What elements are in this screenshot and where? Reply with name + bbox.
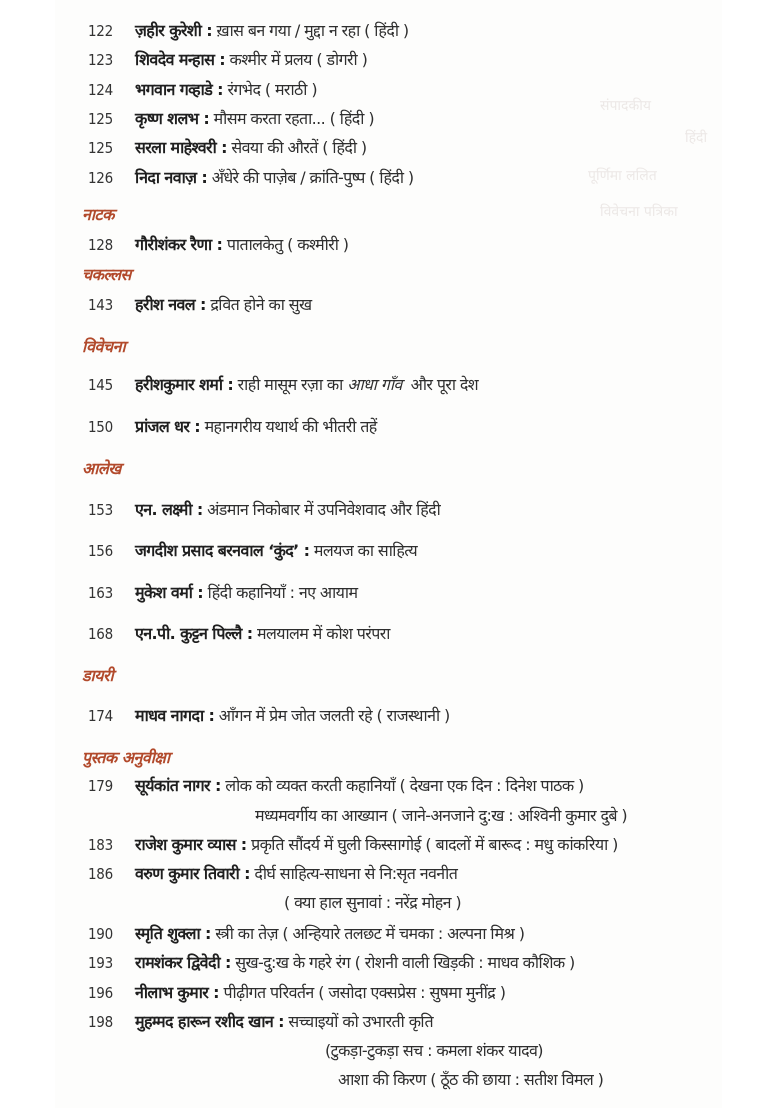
toc-entry-continuation: आशा की किरण ( ठूँठ की छाया : सतीश विमल ) (338, 1070, 604, 1089)
author: हरीशकुमार शर्मा : (135, 375, 234, 394)
title: महानगरीय यथार्थ की भीतरी तहें (200, 417, 377, 436)
title: पातालकेतु ( कश्मीरी ) (222, 235, 349, 254)
title: प्रकृति सौंदर्य में घुली किस्सागोई ( बादलों में बारूद : मधु कांकरिया ) (246, 835, 618, 854)
page-number: 123 (88, 51, 113, 69)
page-number: 128 (88, 236, 113, 254)
author: एन. लक्ष्मी : (135, 500, 203, 519)
author: हरीश नवल : (135, 295, 206, 314)
page-number: 125 (88, 110, 113, 128)
title: मलयालम में कोश परंपरा (252, 624, 390, 643)
page-number: 145 (88, 376, 113, 394)
title: ख़ास बन गया / मुद्दा न रहा ( हिंदी ) (212, 21, 409, 40)
title: स्त्री का तेज़ ( अन्हियारे तलछट में चमका : अल्पना मिश्र ) (210, 924, 525, 943)
page-number: 156 (88, 542, 113, 560)
bleed-through-text: हिंदी (685, 130, 708, 146)
page-number: 193 (88, 954, 113, 972)
bleed-through-text: विवेचना पत्रिका (600, 204, 678, 220)
page-number: 186 (88, 865, 113, 883)
author: रामशंकर द्विवेदी : (135, 953, 231, 972)
bleed-through-text: संपादकीय (600, 98, 651, 114)
page-number: 198 (88, 1013, 113, 1031)
author: कृष्ण शलभ : (135, 109, 210, 128)
title-italic-book-name: आधा गाँव (347, 375, 402, 394)
author: माधव नागदा : (135, 706, 215, 725)
author: मुकेश वर्मा : (135, 583, 204, 602)
page-number: 122 (88, 22, 113, 40)
title: सेवया की औरतें ( हिंदी ) (226, 138, 367, 157)
page-number: 183 (88, 836, 113, 854)
section-heading-natak: नाटक (82, 205, 114, 224)
title: हिंदी कहानियाँ : नए आयाम (203, 583, 358, 602)
author: एन.पी. कुट्टन पिल्लै : (135, 624, 253, 643)
page-number: 150 (88, 418, 113, 436)
section-heading-pustak-anuviksha: पुस्तक अनुवीक्षा (82, 748, 170, 767)
section-heading-chakallas: चकल्लस (82, 265, 131, 284)
bleed-through-text: पूर्णिमा ललित (588, 168, 657, 184)
author: ज़हीर कुरेशी : (135, 21, 213, 40)
title: अँधेरे की पाज़ेब / क्रांति-पुष्प ( हिंदी ) (207, 168, 414, 187)
title: सच्चाइयों को उभारती कृति (283, 1012, 434, 1031)
author: स्मृति शुक्ला : (135, 924, 211, 943)
title: पीढ़ीगत परिवर्तन ( जसोदा एक्सप्रेस : सुषमा मुनींद्र ) (218, 983, 506, 1002)
title: द्रवित होने का सुख (205, 295, 312, 314)
author: सरला माहेश्वरी : (135, 138, 227, 157)
section-heading-vivechana: विवेचना (82, 337, 126, 356)
title: कश्मीर में प्रलय ( डोगरी ) (225, 50, 368, 69)
title: मौसम करता रहता... ( हिंदी ) (209, 109, 374, 128)
page-number: 126 (88, 169, 113, 187)
author: शिवदेव मन्हास : (135, 50, 226, 69)
title: लोक को व्यक्त करती कहानियाँ ( देखना एक दिन : दिनेश पाठक ) (220, 776, 584, 795)
page-number: 124 (88, 81, 113, 99)
author: वरुण कुमार तिवारी : (135, 864, 250, 883)
title: सुख-दु:ख के गहरे रंग ( रोशनी वाली खिड़की : माधव कौशिक ) (230, 953, 575, 972)
section-heading-diary: डायरी (82, 666, 114, 685)
page-number: 125 (88, 139, 113, 157)
page-number: 179 (88, 777, 113, 795)
author: निदा नवाज़ : (135, 168, 208, 187)
author: मुहम्मद हारून रशीद खान : (135, 1012, 284, 1031)
title: अंडमान निकोबार में उपनिवेशवाद और हिंदी (202, 500, 441, 519)
author: जगदीश प्रसाद बरनवाल ‘कुंद’ : (135, 541, 310, 560)
section-heading-alekh: आलेख (82, 459, 121, 478)
page-number: 163 (88, 584, 113, 602)
title: मलयज का साहित्य (309, 541, 418, 560)
author: भगवान गव्हाडे : (135, 80, 223, 99)
title: राही मासूम रज़ा का (233, 375, 348, 394)
page-number: 190 (88, 925, 113, 943)
author: नीलाभ कुमार : (135, 983, 219, 1002)
author: राजेश कुमार व्यास : (135, 835, 247, 854)
toc-entry-continuation: मध्यमवर्गीय का आख्यान ( जाने-अनजाने दु:ख : अश्विनी कुमार दुबे ) (255, 806, 628, 825)
page-number: 143 (88, 296, 113, 314)
author: प्रांजल धर : (135, 417, 201, 436)
author: गौरीशंकर रैणा : (135, 235, 223, 254)
page-number: 174 (88, 707, 113, 725)
title: दीर्घ साहित्य-साधना से नि:सृत नवनीत (249, 864, 458, 883)
author: सूर्यकांत नागर : (135, 776, 221, 795)
toc-entry-continuation: ( क्या हाल सुनावां : नरेंद्र मोहन ) (284, 893, 462, 912)
title: और पूरा देश (401, 375, 479, 394)
page-number: 168 (88, 625, 113, 643)
title: रंगभेद ( मराठी ) (222, 80, 317, 99)
page-number: 196 (88, 984, 113, 1002)
title: आँगन में प्रेम जोत जलती रहे ( राजस्थानी ) (214, 706, 450, 725)
toc-entry-continuation: (टुकड़ा-टुकड़ा सच : कमला शंकर यादव) (325, 1041, 543, 1060)
page-number: 153 (88, 501, 113, 519)
